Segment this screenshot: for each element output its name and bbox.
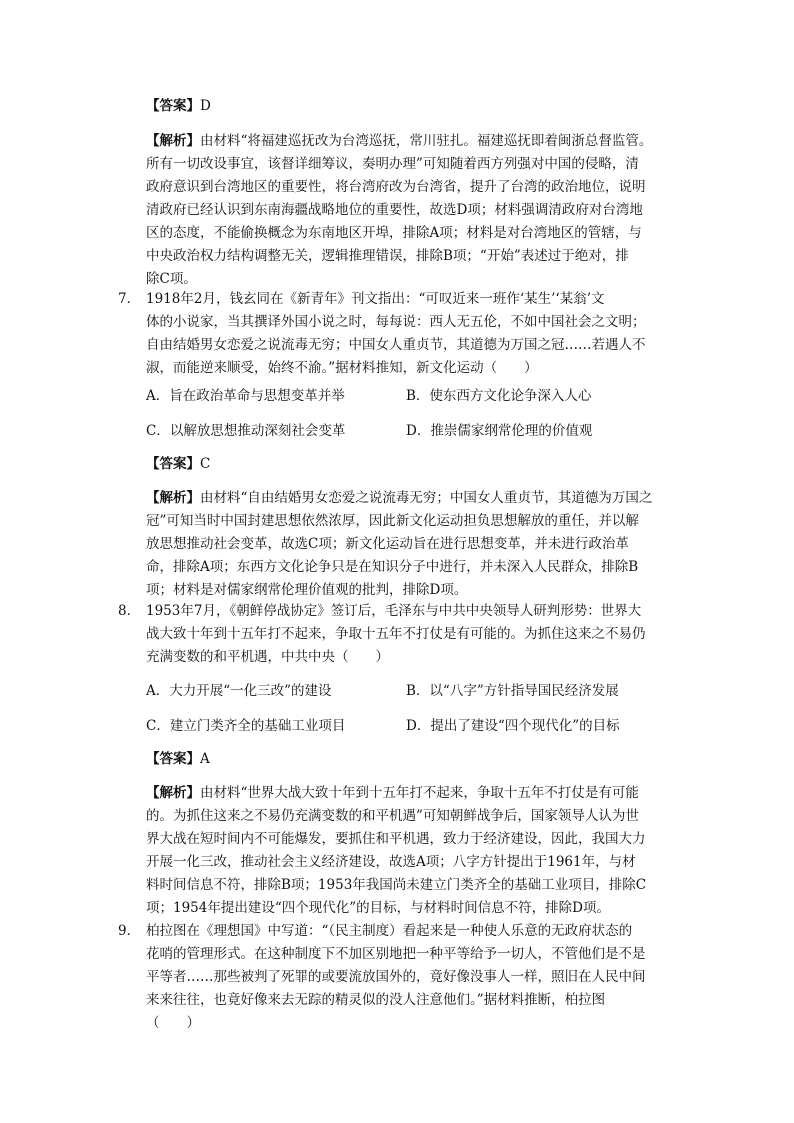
analysis-line: 料时间信息不符，排除B项；1953年我国尚未建立门类齐全的基础工业项目，排除C bbox=[146, 877, 647, 893]
analysis-line: 的。为抓住这来之不易仍充满变数的和平机遇”可知朝鲜战争后，国家领导人认为世 bbox=[146, 808, 639, 824]
analysis-line: 【解析】由材料“将福建巡抚改为台湾巡抚，常川驻扎。福建巡抚即着闽浙总督监管。 bbox=[146, 133, 653, 149]
analysis-line: 清政府已经认识到东南海疆战略地位的重要性，故选D项；材料强调清政府对台湾地 bbox=[146, 202, 643, 218]
analysis-line: 中央政治权力结构调整无关，逻辑推理错误，排除B项；“开始”表述过于绝对，排 bbox=[146, 248, 629, 264]
option-a: A．旨在政治革命与思想变革并举 bbox=[146, 388, 345, 404]
analysis-line: 政府意识到台湾地区的重要性，将台湾府改为台湾省，提升了台湾的政治地位，说明 bbox=[146, 179, 646, 195]
stem-line: 自由结婚男女恋爱之说流毒无穷；中国女人重贞节，其道德为万国之冠……若遇人不 bbox=[146, 337, 646, 353]
answer-label: 【答案】 bbox=[146, 751, 200, 767]
answer-value: C bbox=[200, 456, 211, 472]
answer-label: 【答案】 bbox=[146, 456, 200, 472]
option-b: B．以“八字”方针指导国民经济发展 bbox=[406, 683, 619, 699]
stem-line: 充满变数的和平机遇，中共中央（ ） bbox=[146, 649, 389, 665]
question-number: 7． bbox=[118, 291, 141, 307]
stem-line: 1918年2月，钱玄同在《新青年》刊文指出：“可叹近来一班作‘某生’‘某翁’文 bbox=[146, 291, 605, 307]
analysis-label: 【解析】 bbox=[146, 490, 200, 506]
stem-line: 花哨的管理形式。在这种制度下不加区别地把一种平等给予一切人，不管他们是不是 bbox=[146, 946, 646, 962]
question-number: 9． bbox=[118, 923, 141, 939]
option-d: D．推崇儒家纲常伦理的价值观 bbox=[406, 423, 593, 439]
analysis-line: 开展一化三改，推动社会主义经济建设，故选A项；八字方针提出于1961年，与材 bbox=[146, 854, 636, 870]
answer-value: D bbox=[200, 98, 211, 114]
stem-line: （ ） bbox=[146, 1015, 200, 1031]
analysis-line: 项；材料是对儒家纲常伦理价值观的批判，排除D项。 bbox=[146, 582, 468, 598]
analysis-line: 【解析】由材料“世界大战大致十年到十五年打不起来，争取十五年不打仗是有可能 bbox=[146, 785, 639, 801]
stem-line: 柏拉图在《理想国》中写道：“（民主制度）看起来是一种使人乐意的无政府状态的 bbox=[146, 923, 633, 939]
analysis-label: 【解析】 bbox=[146, 133, 200, 149]
analysis-line: 放思想推动社会变革，故选C项；新文化运动旨在进行思想变革，并未进行政治革 bbox=[146, 536, 629, 552]
stem-line: 淑，而能逆来顺受，始终不渝。”据材料推知，新文化运动（ ） bbox=[146, 360, 538, 376]
analysis-line: 区的态度，不能偷换概念为东南地区开埠，排除A项；材料是对台湾地区的管辖，与 bbox=[146, 225, 642, 241]
stem-line: 战大致十年到十五年打不起来，争取十五年不打仗是有可能的。为抓住这来之不易仍 bbox=[146, 626, 646, 642]
stem-line: 1953年7月，《朝鲜停战协定》签订后，毛泽东与中共中央领导人研判形势：世界大 bbox=[146, 603, 642, 619]
stem-line: 平等者……那些被判了死罪的或要流放国外的，竟好像没事人一样，照旧在人民中间 bbox=[146, 969, 646, 985]
option-a: A．大力开展“一化三改”的建设 bbox=[146, 683, 332, 699]
answer-label: 【答案】 bbox=[146, 98, 200, 114]
stem-line: 来来往往，也竟好像来去无踪的精灵似的没人注意他们。”据材料推断，柏拉图 bbox=[146, 992, 606, 1008]
analysis-line: 所有一切改设事宜，该督详细筹议，奏明办理”可知随着西方列强对中国的侵略，清 bbox=[146, 156, 639, 172]
analysis-line: 【解析】由材料“自由结婚男女恋爱之说流毒无穷；中国女人重贞节，其道德为万国之 bbox=[146, 490, 653, 506]
option-c: C．建立门类齐全的基础工业项目 bbox=[146, 718, 346, 734]
stem-line: 体的小说家，当其撰译外国小说之时，每每说：西人无五伦，不如中国社会之文明； bbox=[146, 314, 646, 330]
analysis-label: 【解析】 bbox=[146, 785, 200, 801]
analysis-line: 冠”可知当时中国封建思想依然浓厚，因此新文化运动担负思想解放的重任，并以解 bbox=[146, 513, 639, 529]
option-b: B．使东西方文化论争深入人心 bbox=[406, 388, 592, 404]
analysis-line: 命，排除A项；东西方文化论争只是在知识分子中进行，并未深入人民群众，排除B bbox=[146, 559, 639, 575]
q7-answer bbox=[146, 453, 210, 476]
question-number: 8． bbox=[118, 603, 141, 619]
option-d: D．提出了建设“四个现代化”的目标 bbox=[406, 718, 620, 734]
analysis-line: 项；1954年提出建设“四个现代化”的目标，与材料时间信息不符，排除D项。 bbox=[146, 900, 610, 916]
analysis-line: 界大战在短时间内不可能爆发，要抓住和平机遇，致力于经济建设，因此，我国大力 bbox=[146, 831, 646, 847]
q8-answer bbox=[146, 748, 210, 771]
q6-answer bbox=[146, 95, 211, 118]
option-c: C．以解放思想推动深刻社会变革 bbox=[146, 423, 346, 439]
answer-value: A bbox=[200, 751, 210, 767]
analysis-line: 除C项。 bbox=[146, 271, 197, 287]
